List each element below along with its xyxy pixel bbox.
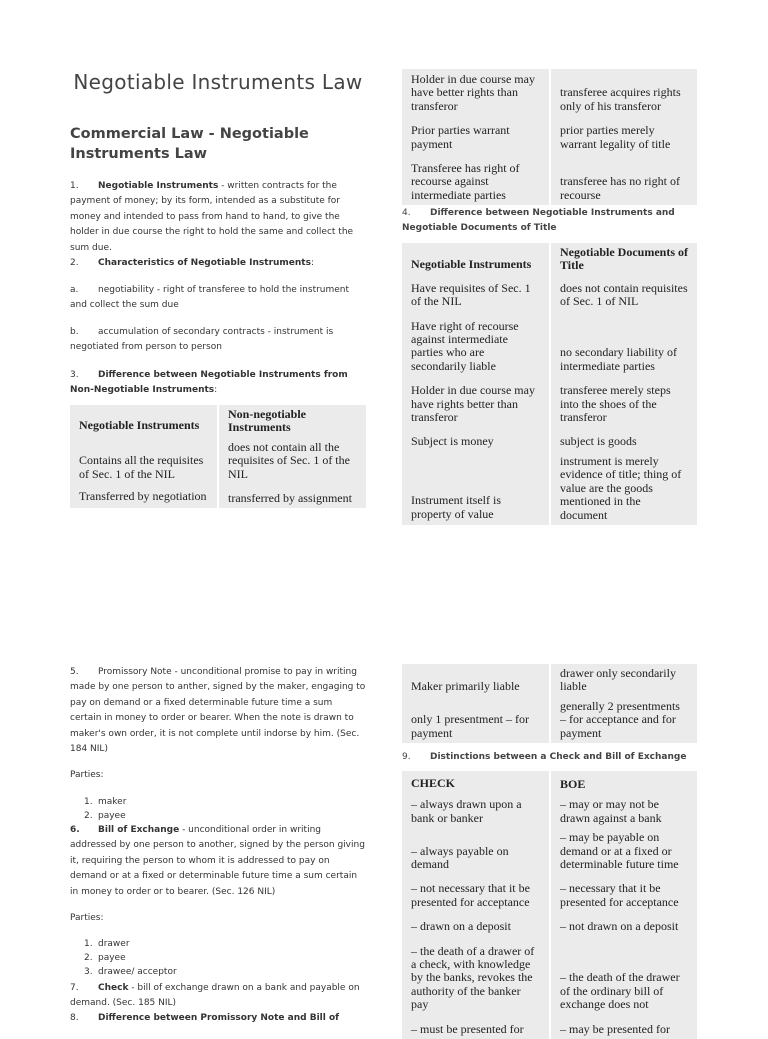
- table-cell: – may be presented for: [549, 1015, 697, 1039]
- table-row: [402, 664, 697, 697]
- table-cell: – may or may not be drawn against a bank: [549, 794, 697, 828]
- table-row: [402, 697, 697, 743]
- section-3-heading-text: Difference between Negotiable Instruments from Non-Negotiable Instruments: [70, 370, 348, 396]
- table-row: [402, 69, 697, 116]
- table-cell: – necessary that it be presented for acceptance: [549, 874, 697, 912]
- section-5-parties-list: [70, 795, 126, 823]
- section-2-heading-tail: :: [310, 258, 315, 268]
- table-header-cell: CHECK: [411, 776, 456, 790]
- table-cell: Contains all the requisites of Sec. 1 of the NIL: [79, 453, 204, 481]
- section-4-heading-text: Difference between Negotiable Instruments and Negotiable Documents of Title: [402, 208, 675, 234]
- table-cell: – the death of the drawer of the ordinary bill of exchange does not: [549, 937, 697, 1015]
- table-cell: transferred by assignment: [217, 484, 366, 508]
- table-cell: – may be payable on demand or at a fixed or determinable future time: [549, 828, 697, 874]
- table-header-cell: Negotiable Instruments: [79, 418, 200, 433]
- table-cell: – drawn on a deposit: [411, 919, 511, 934]
- item-a-text: negotiability - right of transferee to hold the instrument and collect the sum due: [70, 285, 350, 311]
- table-cell: only 1 presentment – for payment: [411, 712, 529, 740]
- table-row: [402, 276, 697, 312]
- table-cell: generally 2 presentments – for acceptance and for payment: [549, 697, 697, 743]
- section-3-number: 3.: [70, 370, 79, 380]
- table-cell: Transferred by negotiation: [79, 489, 207, 504]
- list-item: [70, 965, 177, 979]
- holder-rights-table: [402, 69, 697, 205]
- section-4-number: 4.: [402, 208, 411, 218]
- table-cell: – always payable on demand: [411, 843, 509, 872]
- section-6-parties-list: [70, 937, 177, 979]
- table-cell: – not necessary that it be presented for acceptance: [411, 881, 530, 909]
- document-title: Negotiable Instruments Law: [73, 70, 363, 94]
- table-row: [402, 912, 697, 936]
- table-cell: no secondary liability of intermediate parties: [549, 312, 697, 377]
- table-row: [402, 452, 697, 525]
- list-item-number: 2.: [84, 811, 93, 821]
- section-2-number: 2.: [70, 258, 79, 268]
- table-cell: does not contain requisites of Sec. 1 of NIL: [549, 276, 697, 312]
- table-cell: Subject is money: [411, 434, 494, 449]
- table-row: [402, 828, 697, 874]
- table-header-row: [70, 405, 366, 438]
- table-cell: drawer only secondarily liable: [549, 664, 697, 697]
- table-cell: Instrument itself is property of value: [411, 493, 501, 521]
- section-9-number: 9.: [402, 752, 411, 762]
- section-6-term: Bill of Exchange: [98, 825, 180, 835]
- section-5-term: Promissory Note: [98, 667, 172, 677]
- table-cell: Transferee has right of recourse against intermediate parties: [411, 161, 520, 202]
- section-6-parties-label: Parties:: [70, 913, 104, 923]
- table-cell: – always drawn upon a bank or banker: [411, 797, 522, 825]
- section-6: [70, 823, 366, 900]
- table-header-cell: Non-negotiable Instruments: [217, 405, 366, 438]
- negotiable-vs-non-negotiable-table: [70, 405, 366, 508]
- section-8-heading-text: Difference between Promissory Note and Bill of: [98, 1013, 340, 1023]
- table-row: [70, 438, 366, 484]
- table-cell: instrument is merely evidence of title; thing of value are the goods mentioned in the document: [549, 452, 697, 525]
- table-cell: Holder in due course may have rights better than transferor: [411, 383, 535, 425]
- list-item: [70, 937, 177, 951]
- section-6-text: - unconditional order in writing addressed by one person to another, signed by the person giving it, requiring the person to whom it is addressed to pay on demand or at a fixed or determinable future time a sum certain in money to order or to bearer. (Sec. 126 NIL): [70, 825, 365, 897]
- section-1-term: Negotiable Instruments: [98, 181, 219, 191]
- list-item-number: 1.: [84, 939, 93, 949]
- section-5-parties-label: Parties:: [70, 770, 104, 780]
- table-row: [402, 312, 697, 377]
- table-cell: Have requisites of Sec. 1 of the NIL: [411, 280, 531, 309]
- section-6-number: 6.: [70, 825, 80, 835]
- table-header-cell: Negotiable Documents of Title: [549, 243, 697, 276]
- list-item: [70, 951, 177, 965]
- section-2-heading-text: Characteristics of Negotiable Instruments: [98, 258, 311, 268]
- table-cell: – not drawn on a deposit: [549, 912, 697, 936]
- table-row: [402, 427, 697, 451]
- list-item-number: 3.: [84, 967, 93, 977]
- section-3-heading-tail: :: [214, 385, 218, 396]
- table-cell: Prior parties warrant payment: [411, 123, 510, 151]
- table-row: [402, 116, 697, 154]
- instruments-vs-documents-table: [402, 243, 697, 525]
- item-a-label: a.: [70, 285, 79, 295]
- list-item-label: drawer: [98, 939, 130, 949]
- table-row: [402, 154, 697, 205]
- section-8-number: 8.: [70, 1013, 79, 1023]
- section-2-item-a: [70, 283, 366, 314]
- table-cell: Holder in due course may have better rights than transferor: [411, 72, 535, 113]
- section-5-text: - unconditional promise to pay in writing made by one person to anther, signed by the maker, engaging to pay on demand or a fixed determinable future time a sum certain in money to order or bearer. When the note is drawn to maker's own order, it is not complete until indorse by him. (Sec. 184 NIL): [70, 667, 366, 755]
- item-b-text: accumulation of secondary contracts - instrument is negotiated from person to person: [70, 327, 334, 353]
- list-item-label: payee: [98, 953, 126, 963]
- section-1-text: - written contracts for the payment of money; by its form, intended as a substitute for money and intended to pass from hand to hand, to give the holder in due course the right to hold the same and collect the sum due.: [70, 181, 354, 253]
- table-header-cell: Negotiable Instruments: [411, 257, 532, 272]
- table-cell: transferee merely steps into the shoes of the transferor: [549, 376, 697, 427]
- section-2-item-b: [70, 325, 366, 356]
- table-row: [402, 794, 697, 828]
- section-1: [70, 179, 366, 256]
- table-cell: Maker primarily liable: [411, 679, 520, 694]
- section-4-heading: [402, 206, 702, 237]
- section-5-number: 5.: [70, 667, 79, 677]
- section-1-number: 1.: [70, 181, 79, 191]
- list-item: [70, 809, 126, 823]
- section-7-term: Check: [98, 983, 129, 993]
- item-b-label: b.: [70, 327, 79, 337]
- list-item-number: 2.: [84, 953, 93, 963]
- table-cell: transferee has no right of recourse: [549, 154, 697, 205]
- list-item-number: 1.: [84, 797, 93, 807]
- section-5: [70, 665, 366, 757]
- section-2-heading: [70, 256, 366, 271]
- section-9-heading: [402, 750, 702, 765]
- list-item-label: maker: [98, 797, 127, 807]
- table-cell: does not contain all the requisites of Sec. 1 of the NIL: [217, 438, 366, 484]
- table-row: [402, 376, 697, 427]
- list-item-label: drawee/ acceptor: [98, 967, 177, 977]
- section-3-heading: [70, 368, 366, 399]
- table-row: [70, 484, 366, 508]
- table-header-row: [402, 243, 697, 276]
- check-vs-boe-table: [402, 771, 697, 1039]
- table-row: [402, 937, 697, 1015]
- table-row: [402, 1015, 697, 1039]
- note-vs-bill-table: [402, 664, 697, 743]
- table-cell: transferee acquires rights only of his transferor: [549, 69, 697, 116]
- table-header-row: [402, 771, 697, 794]
- list-item: [70, 795, 126, 809]
- table-cell: – must be presented for: [411, 1021, 524, 1036]
- section-8-heading: [70, 1011, 366, 1026]
- table-cell: prior parties merely warrant legality of title: [549, 116, 697, 154]
- table-cell: – the death of a drawer of a check, with knowledge by the banks, revokes the authority of the banker pay: [411, 943, 535, 1012]
- table-header-cell: BOE: [549, 771, 697, 794]
- document-subtitle: Commercial Law - Negotiable Instruments Law: [70, 126, 309, 162]
- table-row: [402, 874, 697, 912]
- section-7-number: 7.: [70, 983, 79, 993]
- table-cell: subject is goods: [549, 427, 697, 451]
- section-7: [70, 981, 366, 1012]
- section-9-heading-text: Distinctions between a Check and Bill of Exchange: [430, 752, 687, 762]
- list-item-label: payee: [98, 811, 126, 821]
- section-7-text: - bill of exchange drawn on a bank and payable on demand. (Sec. 185 NIL): [70, 983, 360, 1009]
- table-cell: Have right of recourse against intermediate parties who are secondarily liable: [411, 318, 519, 373]
